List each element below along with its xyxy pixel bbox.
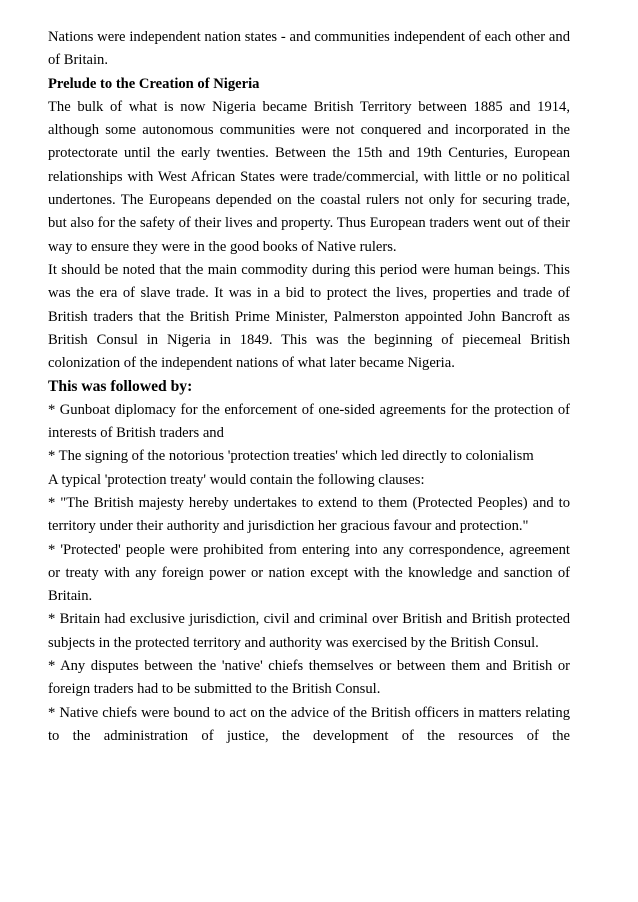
section-heading: Prelude to the Creation of Nigeria bbox=[48, 75, 260, 92]
list-item: * The signing of the notorious 'protection treaties' which led directly to colonialism bbox=[48, 448, 534, 465]
paragraph: It should be noted that the main commodity during this period were human beings. This was the era of slave trade. It was in a bid to protect the lives, properties and trade of British traders that the British Prime Minister, Palmerston appointed John Bancroft as British Consul in Nigeria in 1849. This was the beginning of piecemeal British colonization of the independent nations of what later became Nigeria. bbox=[48, 261, 570, 372]
paragraph: The bulk of what is now Nigeria became British Territory between 1885 and 1914, although some autonomous communities were not conquered and incorporated in the protectorate until the early twenties. Between the 15th and 19th Centuries, European relationships with West African States were trade/commercial, with little or no political undertones. The Europeans depended on the coastal rulers not only for securing trade, but also for the safety of their lives and property. Thus European traders went out of their way to ensure they were in the good books of Native rulers. bbox=[48, 98, 570, 255]
treaty-clause: * "The British majesty hereby undertakes to extend to them (Protected Peoples) and to territory under their authority and jurisdiction her gracious favour and protection." bbox=[48, 494, 570, 535]
treaty-clause: * 'Protected' people were prohibited from entering into any correspondence, agreement or treaty with any foreign power or nation except with the knowledge and sanction of Britain. bbox=[48, 541, 570, 605]
treaty-clause: * Britain had exclusive jurisdiction, civil and criminal over British and British protected subjects in the protected territory and authority was exercised by the British Consul. bbox=[48, 611, 570, 651]
treaty-intro: A typical 'protection treaty' would contain the following clauses: bbox=[48, 471, 425, 488]
intro-continuation: Nations were independent nation states - and communities independent of each other and of Britain. bbox=[48, 29, 570, 69]
treaty-clause: * Any disputes between the 'native' chiefs themselves or between them and British or foreign traders had to be submitted to the British Consul. bbox=[48, 658, 570, 698]
treaty-clause: * Native chiefs were bound to act on the advice of the British officers in matters relating to the administration of justice, the development of the resources of the bbox=[48, 704, 570, 744]
list-item: * Gunboat diplomacy for the enforcement of one-sided agreements for the protection of interests of British traders and bbox=[48, 401, 570, 442]
document-page bbox=[48, 26, 570, 748]
followed-heading: This was followed by: bbox=[48, 378, 193, 396]
